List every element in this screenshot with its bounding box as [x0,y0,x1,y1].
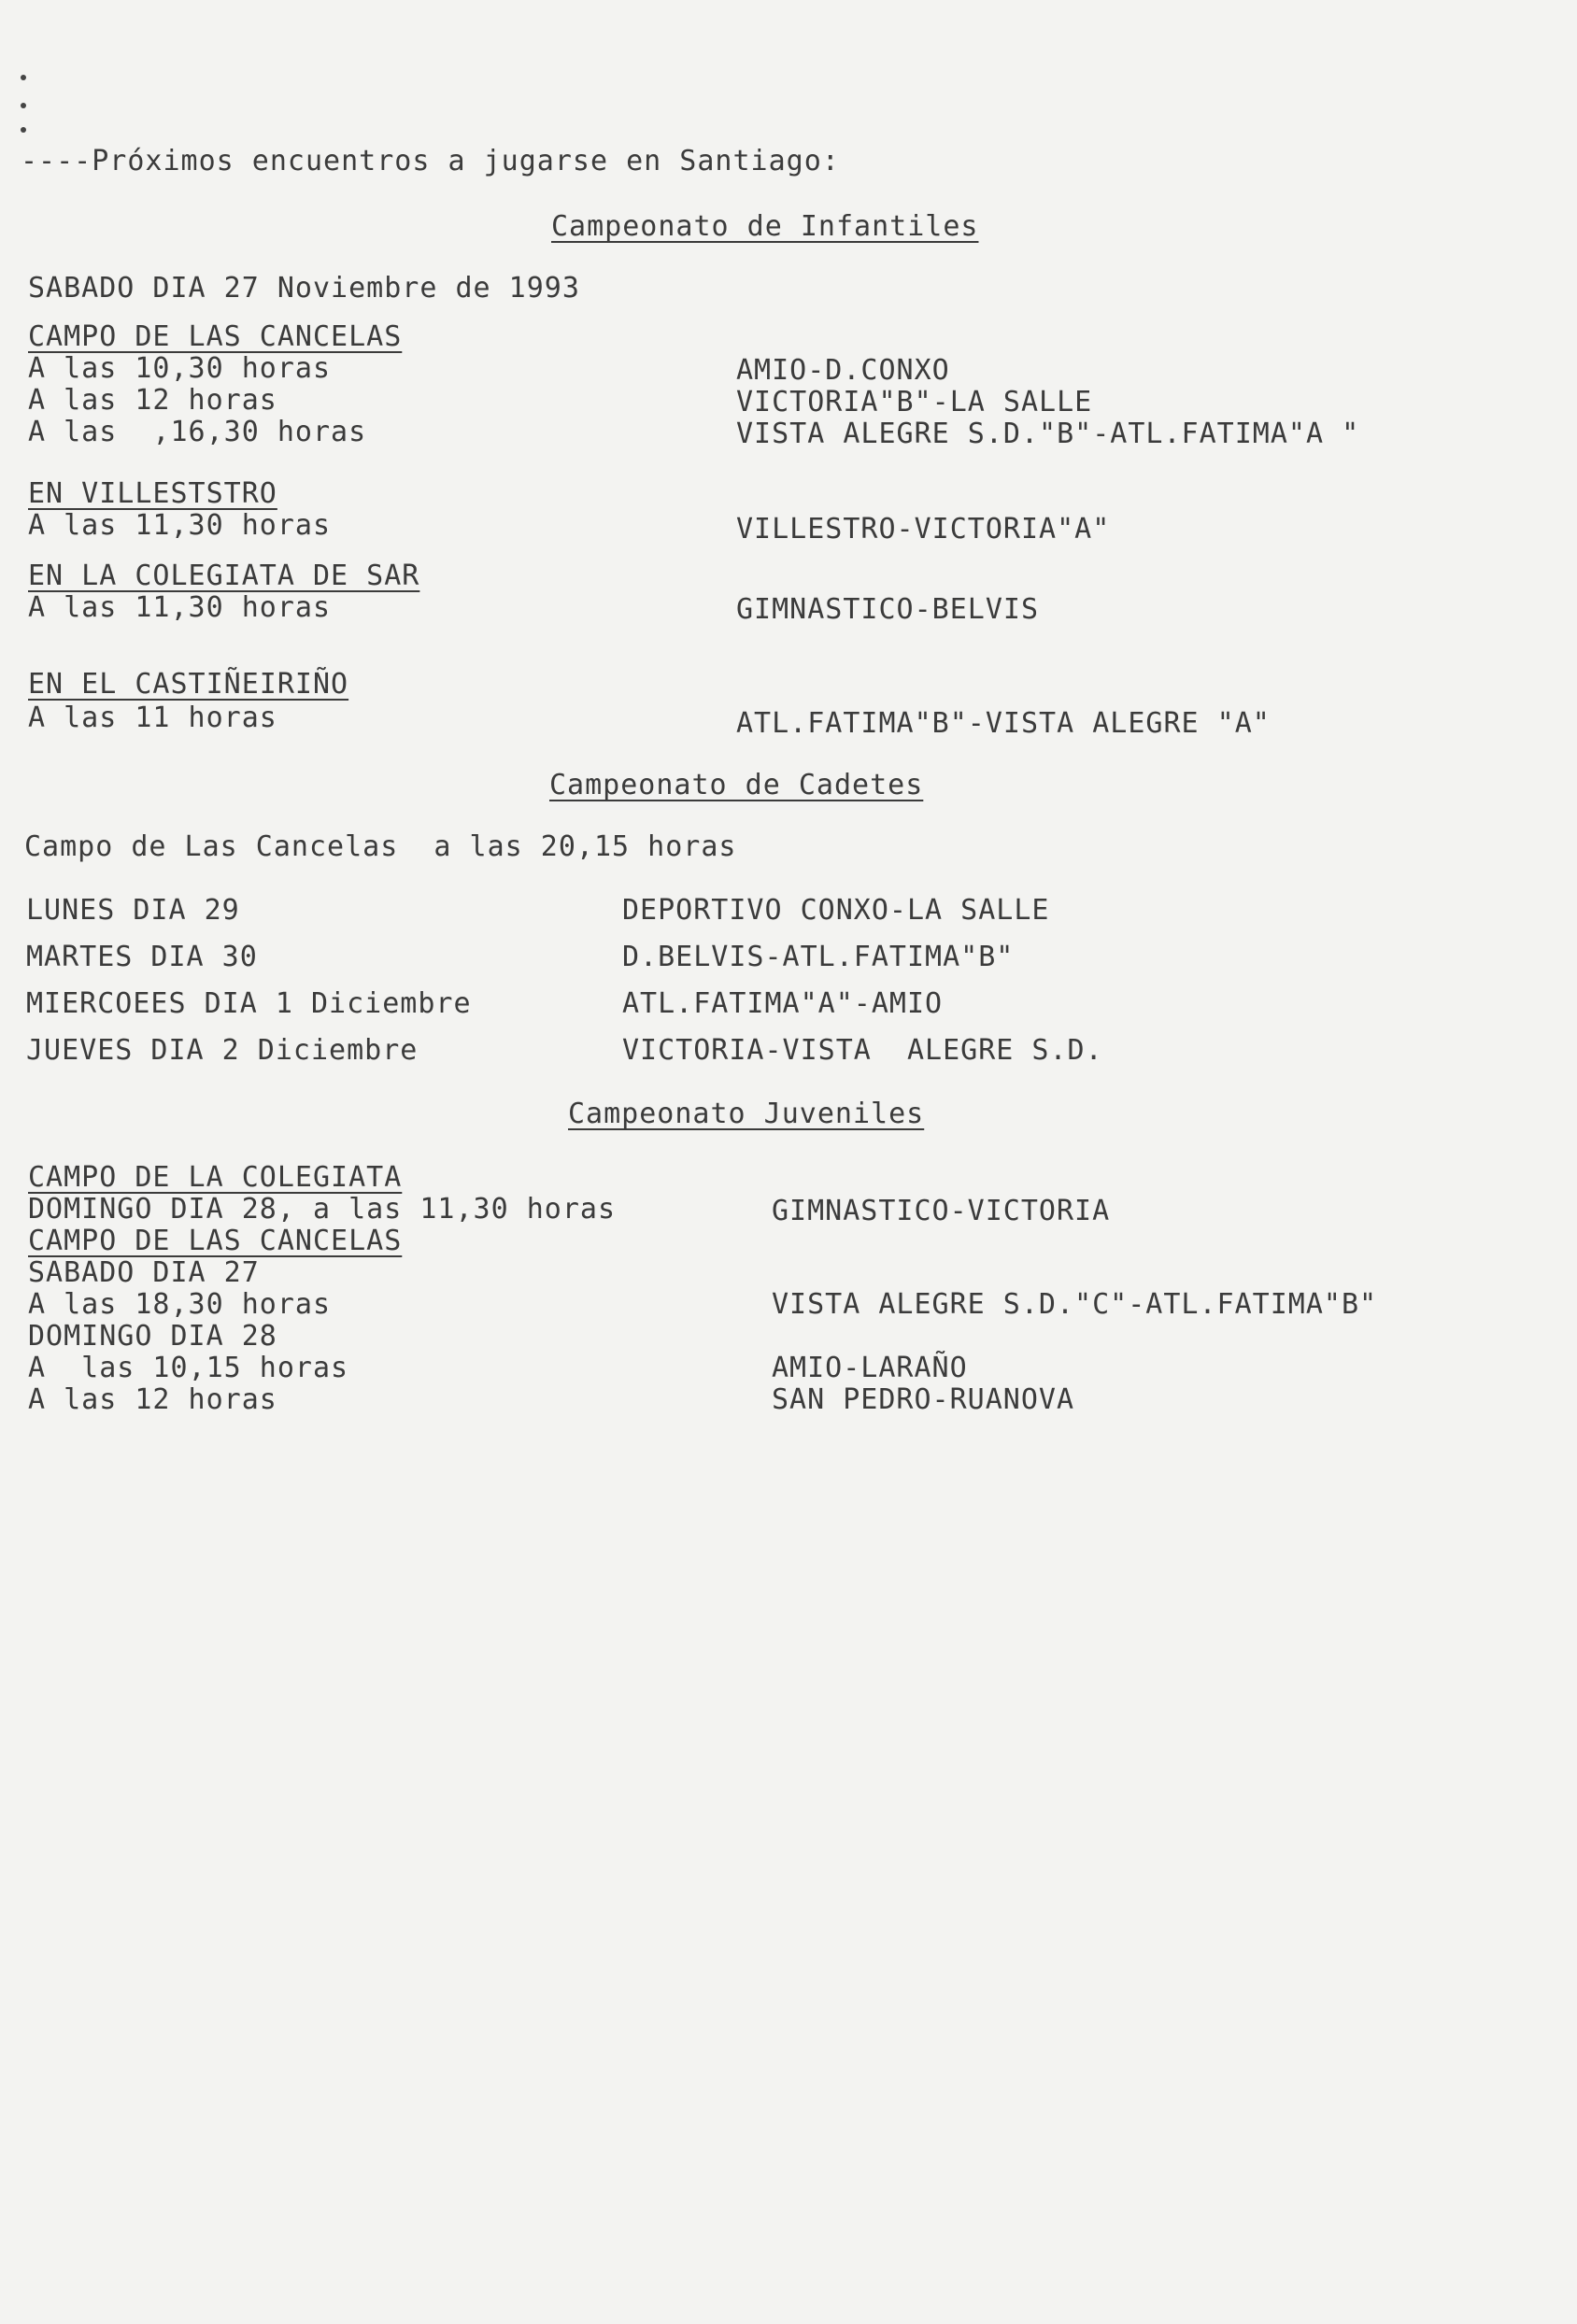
match-day: LUNES DIA 29 [26,894,240,927]
match-day: MARTES DIA 30 [26,941,258,973]
infantiles-date: SABADO DIA 27 Noviembre de 1993 [28,272,580,305]
margin-mark [21,103,26,108]
match-time: A las 12 horas [28,1383,277,1416]
section-title-juveniles: Campeonato Juveniles [568,1098,925,1130]
venue-heading: EN VILLESTSTRO [28,477,277,510]
venue-heading: EN EL CASTIÑEIRIÑO [28,668,349,701]
match-teams: VILLESTRO-VICTORIA"A" [736,513,1111,546]
venue-heading: CAMPO DE LAS CANCELAS [28,320,403,353]
match-time: A las 18,30 horas [28,1288,332,1321]
match-time: A las 11,30 horas [28,509,332,542]
document-header: ----Próximos encuentros a jugarse en Santiago: [21,145,840,177]
match-teams: VICTORIA-VISTA ALEGRE S.D. [622,1034,1103,1067]
match-teams: VICTORIA"B"-LA SALLE [736,386,1093,418]
venue-heading: CAMPO DE LA COLEGIATA [28,1161,403,1194]
venue-heading: EN LA COLEGIATA DE SAR [28,560,420,592]
match-day-time: DOMINGO DIA 28, a las 11,30 horas [28,1193,617,1226]
match-teams: D.BELVIS-ATL.FATIMA"B" [622,941,1015,973]
section-title-infantiles: Campeonato de Infantiles [551,210,979,243]
match-time: A las 12 horas [28,384,277,417]
match-time: A las 10,15 horas [28,1352,349,1384]
match-day: MIERCOEES DIA 1 Diciembre [26,987,472,1020]
venue-heading: CAMPO DE LAS CANCELAS [28,1225,403,1257]
match-time: A las 11,30 horas [28,591,332,624]
match-teams: ATL.FATIMA"B"-VISTA ALEGRE "A" [736,707,1271,740]
section-title-cadetes: Campeonato de Cadetes [549,769,924,801]
match-teams: ATL.FATIMA"A"-AMIO [622,987,944,1020]
margin-mark [21,127,26,133]
match-teams: AMIO-D.CONXO [736,354,950,387]
match-time: A las 11 horas [28,701,277,734]
match-teams: GIMNASTICO-BELVIS [736,593,1040,626]
match-teams: VISTA ALEGRE S.D."C"-ATL.FATIMA"B" [772,1288,1378,1321]
margin-mark [21,75,26,80]
match-teams: GIMNASTICO-VICTORIA [772,1195,1111,1227]
match-time: A las ,16,30 horas [28,416,367,448]
match-teams: AMIO-LARAÑO [772,1352,968,1384]
match-day: JUEVES DIA 2 Diciembre [26,1034,419,1067]
match-day: DOMINGO DIA 28 [28,1320,277,1353]
match-teams: DEPORTIVO CONXO-LA SALLE [622,894,1050,927]
match-day: SABADO DIA 27 [28,1256,260,1289]
match-time: A las 10,30 horas [28,352,332,385]
cadetes-venue: Campo de Las Cancelas a las 20,15 horas [24,830,737,863]
match-teams: VISTA ALEGRE S.D."B"-ATL.FATIMA"A " [736,418,1360,450]
match-teams: SAN PEDRO-RUANOVA [772,1383,1075,1416]
